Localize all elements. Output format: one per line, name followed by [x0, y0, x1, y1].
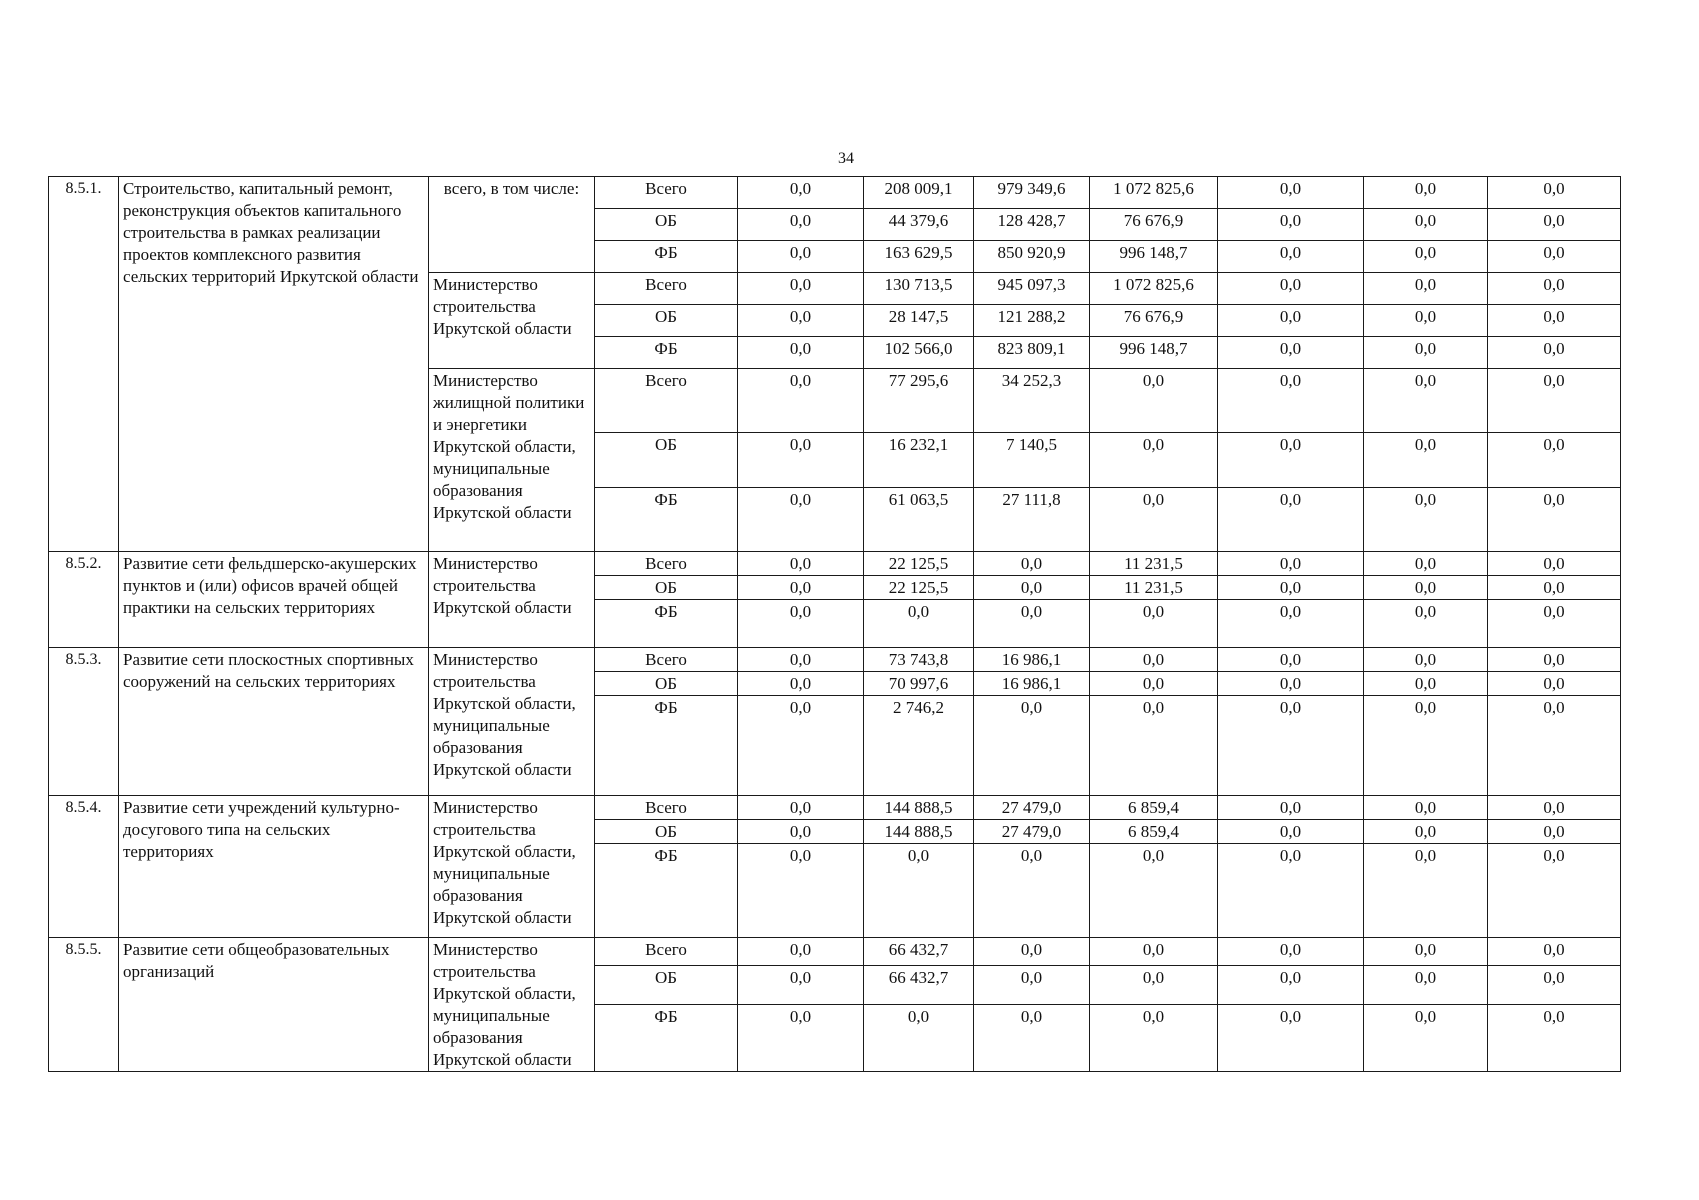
activity-name: Развитие сети общеобразовательных организаций	[119, 938, 429, 1072]
value-cell: 0,0	[1488, 433, 1621, 488]
value-cell: 0,0	[1488, 696, 1621, 796]
value-cell: 0,0	[1488, 966, 1621, 1005]
value-cell: 0,0	[1488, 337, 1621, 369]
value-cell: 0,0	[1488, 648, 1621, 672]
value-cell: 0,0	[1488, 938, 1621, 966]
value-cell: 0,0	[1218, 337, 1364, 369]
value-cell: 44 379,6	[864, 209, 974, 241]
value-cell: 0,0	[1218, 552, 1364, 576]
value-cell: 0,0	[1364, 796, 1488, 820]
value-cell: 0,0	[738, 488, 864, 552]
value-cell: 996 148,7	[1090, 337, 1218, 369]
value-cell: 0,0	[738, 305, 864, 337]
value-cell: 0,0	[1488, 488, 1621, 552]
value-cell: 0,0	[1488, 1004, 1621, 1071]
value-cell: 0,0	[974, 576, 1090, 600]
funding-source: ОБ	[595, 820, 738, 844]
value-cell: 0,0	[1218, 241, 1364, 273]
value-cell: 66 432,7	[864, 938, 974, 966]
activity-name: Развитие сети фельдшерско-акушерских пунктов и (или) офисов врачей общей практики на сельских территориях	[119, 552, 429, 648]
value-cell: 0,0	[1090, 672, 1218, 696]
value-cell: 0,0	[1488, 600, 1621, 648]
value-cell: 0,0	[1488, 844, 1621, 938]
value-cell: 0,0	[738, 696, 864, 796]
value-cell: 0,0	[1218, 672, 1364, 696]
funding-source: Всего	[595, 552, 738, 576]
value-cell: 0,0	[1364, 488, 1488, 552]
value-cell: 0,0	[974, 938, 1090, 966]
value-cell: 0,0	[1090, 844, 1218, 938]
value-cell: 130 713,5	[864, 273, 974, 305]
value-cell: 22 125,5	[864, 552, 974, 576]
value-cell: 121 288,2	[974, 305, 1090, 337]
value-cell: 27 479,0	[974, 796, 1090, 820]
value-cell: 0,0	[738, 844, 864, 938]
value-cell: 16 986,1	[974, 672, 1090, 696]
value-cell: 0,0	[1488, 820, 1621, 844]
value-cell: 128 428,7	[974, 209, 1090, 241]
value-cell: 0,0	[1218, 648, 1364, 672]
executor-cell: Министерство строительства Иркутской области, муниципальные образования Иркутской области	[429, 796, 595, 938]
value-cell: 0,0	[738, 433, 864, 488]
value-cell: 0,0	[1090, 1004, 1218, 1071]
value-cell: 0,0	[1364, 696, 1488, 796]
value-cell: 11 231,5	[1090, 576, 1218, 600]
value-cell: 0,0	[1364, 305, 1488, 337]
value-cell: 0,0	[738, 209, 864, 241]
value-cell: 0,0	[1218, 209, 1364, 241]
value-cell: 0,0	[1364, 177, 1488, 209]
value-cell: 0,0	[1218, 177, 1364, 209]
value-cell: 76 676,9	[1090, 305, 1218, 337]
table-row	[49, 648, 1621, 672]
value-cell: 0,0	[1218, 600, 1364, 648]
value-cell: 0,0	[1090, 488, 1218, 552]
value-cell: 0,0	[738, 576, 864, 600]
value-cell: 0,0	[1364, 938, 1488, 966]
funding-source: ФБ	[595, 1004, 738, 1071]
value-cell: 77 295,6	[864, 369, 974, 433]
value-cell: 0,0	[1364, 820, 1488, 844]
value-cell: 76 676,9	[1090, 209, 1218, 241]
value-cell: 0,0	[1218, 696, 1364, 796]
value-cell: 0,0	[1364, 552, 1488, 576]
value-cell: 144 888,5	[864, 820, 974, 844]
value-cell: 73 743,8	[864, 648, 974, 672]
row-code: 8.5.5.	[49, 938, 119, 1072]
value-cell: 0,0	[1488, 576, 1621, 600]
value-cell: 0,0	[1488, 177, 1621, 209]
funding-source: ОБ	[595, 305, 738, 337]
value-cell: 0,0	[1364, 241, 1488, 273]
value-cell: 0,0	[1090, 369, 1218, 433]
value-cell: 0,0	[1218, 433, 1364, 488]
value-cell: 0,0	[1090, 938, 1218, 966]
value-cell: 27 111,8	[974, 488, 1090, 552]
value-cell: 0,0	[974, 600, 1090, 648]
value-cell: 11 231,5	[1090, 552, 1218, 576]
value-cell: 66 432,7	[864, 966, 974, 1005]
value-cell: 0,0	[1218, 1004, 1364, 1071]
executor-cell: Министерство строительства Иркутской области	[429, 273, 595, 369]
value-cell: 0,0	[1364, 1004, 1488, 1071]
funding-source: ФБ	[595, 844, 738, 938]
funding-source: ОБ	[595, 209, 738, 241]
funding-source: ФБ	[595, 696, 738, 796]
value-cell: 0,0	[1218, 488, 1364, 552]
value-cell: 102 566,0	[864, 337, 974, 369]
value-cell: 0,0	[1364, 369, 1488, 433]
page-number: 34	[838, 150, 854, 167]
value-cell: 850 920,9	[974, 241, 1090, 273]
executor-cell: Министерство строительства Иркутской области, муниципальные образования Иркутской области	[429, 648, 595, 796]
value-cell: 0,0	[1364, 433, 1488, 488]
funding-source: ОБ	[595, 672, 738, 696]
value-cell: 61 063,5	[864, 488, 974, 552]
table-row	[49, 796, 1621, 820]
funding-source: ФБ	[595, 337, 738, 369]
funding-source: Всего	[595, 938, 738, 966]
value-cell: 16 986,1	[974, 648, 1090, 672]
executor-cell: всего, в том числе:	[429, 177, 595, 273]
value-cell: 0,0	[1090, 696, 1218, 796]
value-cell: 0,0	[1488, 305, 1621, 337]
value-cell: 0,0	[1488, 369, 1621, 433]
table-row	[49, 938, 1621, 966]
funding-source: ФБ	[595, 241, 738, 273]
funding-source: ФБ	[595, 488, 738, 552]
value-cell: 0,0	[1218, 305, 1364, 337]
executor-cell: Министерство жилищной политики и энергетики Иркутской области, муниципальные образования Иркутской области	[429, 369, 595, 552]
value-cell: 27 479,0	[974, 820, 1090, 844]
value-cell: 0,0	[738, 672, 864, 696]
value-cell: 0,0	[1364, 576, 1488, 600]
value-cell: 0,0	[738, 1004, 864, 1071]
value-cell: 7 140,5	[974, 433, 1090, 488]
value-cell: 0,0	[1090, 600, 1218, 648]
value-cell: 0,0	[974, 966, 1090, 1005]
value-cell: 0,0	[1218, 938, 1364, 966]
value-cell: 0,0	[1488, 672, 1621, 696]
value-cell: 0,0	[1218, 576, 1364, 600]
value-cell: 0,0	[1364, 672, 1488, 696]
value-cell: 0,0	[1218, 844, 1364, 938]
value-cell: 0,0	[1090, 433, 1218, 488]
value-cell: 0,0	[1218, 796, 1364, 820]
value-cell: 0,0	[1364, 337, 1488, 369]
value-cell: 28 147,5	[864, 305, 974, 337]
value-cell: 0,0	[738, 552, 864, 576]
funding-source: ФБ	[595, 600, 738, 648]
funding-source: Всего	[595, 369, 738, 433]
value-cell: 0,0	[738, 241, 864, 273]
value-cell: 0,0	[1090, 966, 1218, 1005]
value-cell: 0,0	[738, 648, 864, 672]
funding-source: Всего	[595, 177, 738, 209]
value-cell: 1 072 825,6	[1090, 273, 1218, 305]
value-cell: 0,0	[1488, 552, 1621, 576]
value-cell: 0,0	[1364, 600, 1488, 648]
value-cell: 2 746,2	[864, 696, 974, 796]
value-cell: 0,0	[1364, 966, 1488, 1005]
value-cell: 0,0	[1488, 209, 1621, 241]
value-cell: 0,0	[864, 1004, 974, 1071]
funding-source: Всего	[595, 273, 738, 305]
value-cell: 0,0	[738, 966, 864, 1005]
value-cell: 0,0	[1364, 648, 1488, 672]
activity-name: Строительство, капитальный ремонт, реконструкция объектов капитального строительства в рамках реализации проектов комплексного развития сельских территорий Иркутской области	[119, 177, 429, 552]
row-code: 8.5.4.	[49, 796, 119, 938]
value-cell: 0,0	[1090, 648, 1218, 672]
value-cell: 34 252,3	[974, 369, 1090, 433]
value-cell: 6 859,4	[1090, 820, 1218, 844]
value-cell: 0,0	[1488, 273, 1621, 305]
row-code: 8.5.1.	[49, 177, 119, 552]
value-cell: 22 125,5	[864, 576, 974, 600]
value-cell: 0,0	[974, 1004, 1090, 1071]
value-cell: 0,0	[1364, 209, 1488, 241]
value-cell: 163 629,5	[864, 241, 974, 273]
row-code: 8.5.3.	[49, 648, 119, 796]
value-cell: 823 809,1	[974, 337, 1090, 369]
funding-source: Всего	[595, 648, 738, 672]
value-cell: 0,0	[738, 337, 864, 369]
program-funding-table	[48, 176, 1621, 1072]
value-cell: 0,0	[1364, 273, 1488, 305]
value-cell: 0,0	[738, 938, 864, 966]
value-cell: 0,0	[738, 177, 864, 209]
value-cell: 0,0	[1364, 844, 1488, 938]
value-cell: 0,0	[864, 844, 974, 938]
value-cell: 0,0	[1488, 241, 1621, 273]
value-cell: 0,0	[974, 696, 1090, 796]
funding-source: ОБ	[595, 576, 738, 600]
value-cell: 6 859,4	[1090, 796, 1218, 820]
value-cell: 0,0	[864, 600, 974, 648]
value-cell: 0,0	[1488, 796, 1621, 820]
value-cell: 0,0	[738, 600, 864, 648]
funding-source: ОБ	[595, 966, 738, 1005]
value-cell: 0,0	[1218, 369, 1364, 433]
value-cell: 979 349,6	[974, 177, 1090, 209]
value-cell: 945 097,3	[974, 273, 1090, 305]
table-row	[49, 177, 1621, 209]
value-cell: 0,0	[974, 552, 1090, 576]
activity-name: Развитие сети плоскостных спортивных сооружений на сельских территориях	[119, 648, 429, 796]
value-cell: 1 072 825,6	[1090, 177, 1218, 209]
value-cell: 0,0	[1218, 273, 1364, 305]
value-cell: 16 232,1	[864, 433, 974, 488]
activity-name: Развитие сети учреждений культурно-досугового типа на сельских территориях	[119, 796, 429, 938]
value-cell: 0,0	[738, 273, 864, 305]
value-cell: 70 997,6	[864, 672, 974, 696]
value-cell: 0,0	[1218, 820, 1364, 844]
row-code: 8.5.2.	[49, 552, 119, 648]
executor-cell: Министерство строительства Иркутской области, муниципальные образования Иркутской области	[429, 938, 595, 1072]
funding-source: ОБ	[595, 433, 738, 488]
value-cell: 0,0	[1218, 966, 1364, 1005]
value-cell: 0,0	[738, 369, 864, 433]
value-cell: 144 888,5	[864, 796, 974, 820]
value-cell: 0,0	[738, 796, 864, 820]
value-cell: 996 148,7	[1090, 241, 1218, 273]
value-cell: 208 009,1	[864, 177, 974, 209]
table-row	[49, 552, 1621, 576]
value-cell: 0,0	[738, 820, 864, 844]
executor-cell: Министерство строительства Иркутской области	[429, 552, 595, 648]
value-cell: 0,0	[974, 844, 1090, 938]
funding-source: Всего	[595, 796, 738, 820]
